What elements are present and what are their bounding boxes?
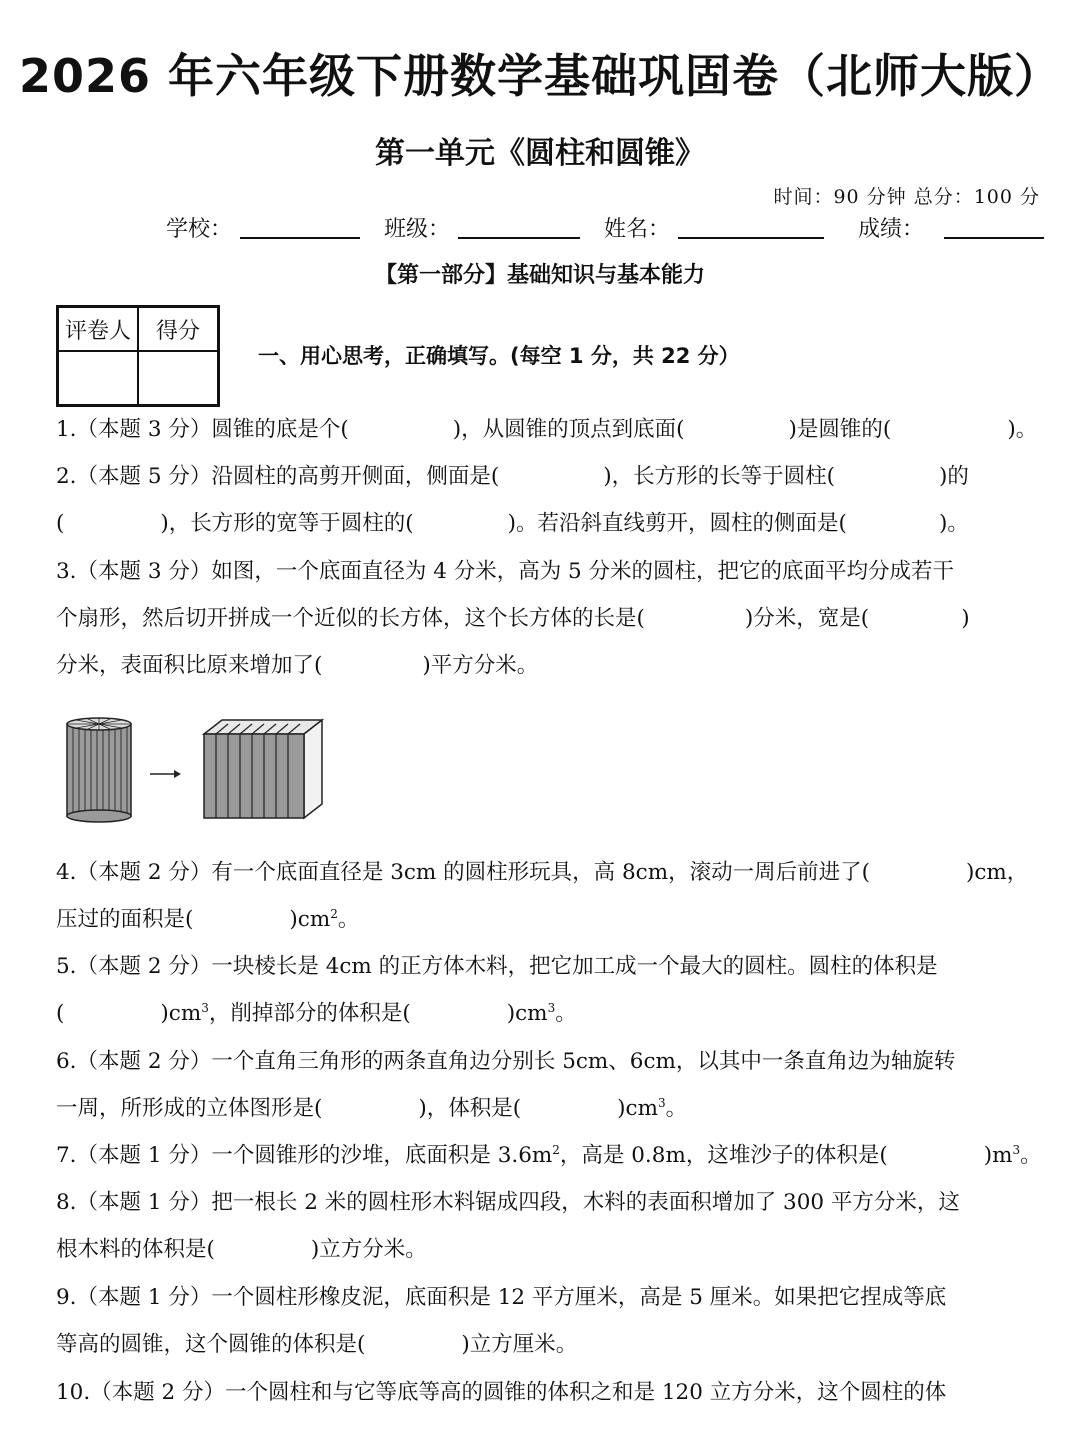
q9-text-b: )立方厘米。: [461, 1332, 578, 1357]
score-label: 成绩：: [858, 217, 925, 242]
q7-text-a: 7.（本题 1 分）一个圆锥形的沙堆，底面积是 3.6m: [56, 1143, 553, 1168]
question-5-line-2: [56, 999, 1046, 1029]
q3-text-a: 个扇形，然后切开拼成一个近似的长方体，这个长方体的长是(: [56, 606, 645, 631]
question-10: 10.（本题 2 分）一个圆柱和与它等底等高的圆锥的体积之和是 120 立方分米，这个圆柱的体: [56, 1380, 947, 1405]
q1-text-b: )，从圆锥的顶点到底面(: [452, 417, 685, 442]
q6-text-c: )cm: [617, 1096, 658, 1121]
q8-text-a: 根木料的体积是(: [56, 1237, 215, 1262]
cylinder-drawing: [67, 718, 131, 822]
q7-text-c: )m: [983, 1143, 1013, 1168]
q7-sup-2: 3: [1012, 1142, 1021, 1157]
q2-text-c: )的: [939, 464, 969, 489]
q4-sup: 2: [330, 906, 338, 921]
cylinder-to-cuboid-figure: [60, 712, 330, 830]
q1-text-d: )。: [1007, 417, 1038, 442]
q9-text-a: 等高的圆锥，这个圆锥的体积是(: [56, 1332, 366, 1357]
q4-text-e: 。: [337, 907, 360, 932]
student-info-row: [0, 212, 1080, 252]
question-5: 5.（本题 2 分）一块棱长是 4cm 的正方体木料，把它加工成一个最大的圆柱。圆柱的体积是: [56, 954, 938, 979]
question-6-line-2: [56, 1094, 1046, 1124]
q5-text-a: (: [56, 1001, 65, 1026]
question-8: 8.（本题 1 分）把一根长 2 米的圆柱形木料锯成四段，木料的表面积增加了 300 平方分米，这: [56, 1190, 960, 1215]
q1-text-a: 1.（本题 3 分）圆锥的底是个(: [56, 417, 349, 442]
score-header: 得分: [138, 307, 219, 352]
q6-text-d: 。: [665, 1096, 688, 1121]
question-6: 6.（本题 2 分）一个直角三角形的两条直角边分别长 5cm、6cm，以其中一条直角边为轴旋转: [56, 1049, 956, 1074]
question-3-line-3: [56, 651, 1046, 681]
question-1: [56, 415, 1046, 445]
q1-text-c: )是圆锥的(: [788, 417, 892, 442]
q3-text-b: )分米，宽是(: [744, 606, 870, 631]
q5-text-c: ，削掉部分的体积是(: [208, 1001, 411, 1026]
q6-text-b: )，体积是(: [418, 1096, 522, 1121]
unit-subtitle: 第一单元《圆柱和圆锥》: [375, 136, 705, 171]
question-4: [56, 858, 1046, 888]
q7-text-b: ，高是 0.8m，这堆沙子的体积是(: [559, 1143, 888, 1168]
q2-text-b: )，长方形的长等于圆柱(: [603, 464, 836, 489]
q5-sup-1: 3: [201, 1000, 209, 1015]
q2-text-f: )。若沿斜直线剪开，圆柱的侧面是(: [507, 511, 847, 536]
section-title: 一、用心思考，正确填写。(每空 1 分，共 22 分）: [258, 344, 740, 368]
exam-meta: 时间：90 分钟 总分：100 分: [773, 186, 1040, 208]
q2-text-a: 2.（本题 5 分）沿圆柱的高剪开侧面，侧面是(: [56, 464, 500, 489]
q5-text-d: )cm: [506, 1001, 548, 1026]
q6-text-a: 一周，所形成的立体图形是(: [56, 1096, 323, 1121]
question-2: [56, 462, 1046, 492]
q4-text-d: )cm: [289, 907, 331, 932]
score-field[interactable]: [944, 237, 1044, 239]
question-4-line-2: [56, 905, 1046, 935]
q7-sup-1: 2: [552, 1142, 560, 1157]
name-field[interactable]: [678, 237, 824, 239]
q3-text-d: 分米，表面积比原来增加了(: [56, 653, 323, 678]
part-title: 【第一部分】基础知识与基本能力: [374, 263, 705, 288]
q2-text-d: (: [56, 511, 65, 536]
question-8-line-2: [56, 1235, 1046, 1265]
question-2-line-2: [56, 509, 1046, 539]
q4-text-a: 4.（本题 2 分）有一个底面直径是 3cm 的圆柱形玩具，高 8cm，滚动一周后前进了(: [56, 860, 870, 885]
school-field[interactable]: [240, 237, 360, 239]
score-cell[interactable]: [138, 351, 219, 406]
page-title: 2026 年六年级下册数学基础巩固卷（北师大版）: [18, 49, 1062, 103]
q3-text-c: ): [961, 606, 970, 631]
class-field[interactable]: [458, 237, 580, 239]
q5-sup-2: 3: [547, 1000, 556, 1015]
question-7: [56, 1141, 1046, 1171]
q2-text-e: )，长方形的宽等于圆柱的(: [160, 511, 414, 536]
q4-text-b: )cm，: [965, 860, 1029, 885]
q3-text-e: )平方分米。: [422, 653, 539, 678]
q5-text-b: )cm: [160, 1001, 202, 1026]
class-label: 班级：: [384, 217, 451, 242]
q2-text-g: )。: [938, 511, 969, 536]
q5-text-e: 。: [555, 1001, 577, 1026]
question-3: 3.（本题 3 分）如图，一个底面直径为 4 分米，高为 5 分米的圆柱，把它的底面平均分成若干: [56, 559, 955, 584]
q4-text-c: 压过的面积是(: [56, 907, 194, 932]
arrow-icon: [150, 770, 181, 778]
q7-text-d: 。: [1020, 1143, 1042, 1168]
name-label: 姓名：: [604, 217, 671, 242]
q6-sup: 3: [658, 1095, 666, 1110]
grader-score-table: [56, 305, 220, 407]
school-label: 学校：: [166, 217, 233, 242]
q8-text-b: )立方分米。: [310, 1237, 427, 1262]
question-3-line-2: [56, 604, 1046, 634]
question-9: 9.（本题 1 分）一个圆柱形橡皮泥，底面积是 12 平方厘米，高是 5 厘米。如果把它捏成等底: [56, 1285, 947, 1310]
grader-header: 评卷人: [58, 307, 139, 352]
grader-cell[interactable]: [58, 351, 139, 406]
cuboid-drawing: [204, 720, 322, 818]
question-9-line-2: [56, 1330, 1046, 1360]
